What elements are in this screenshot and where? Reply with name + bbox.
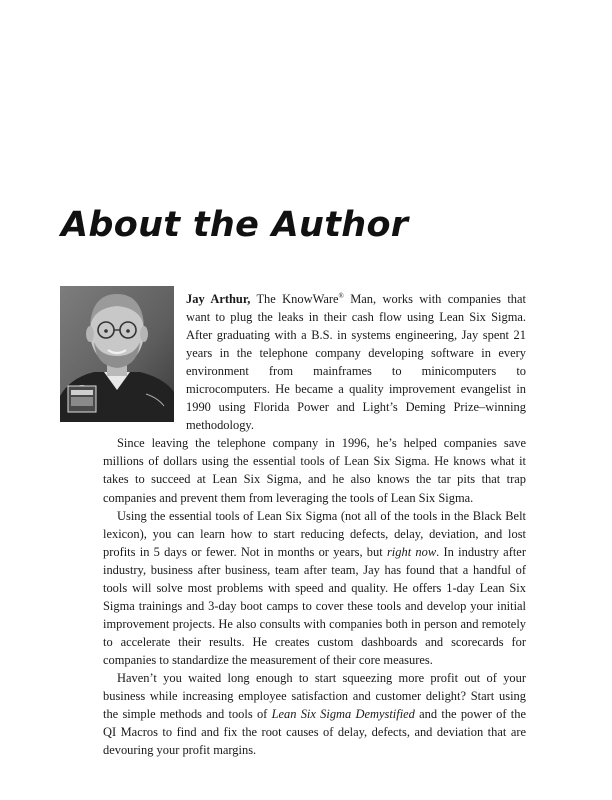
registered-mark: ® [338, 291, 344, 300]
bio-paragraph-2: Since leaving the telephone company in 1996, he’s helped companies save millions of dollars using the essential tools of Lean Six Sigma. He knows what it takes to succeed at Lean Six Sigma, and he also knows the tar pits that trap companies and prevent them from leveraging the tools of Lean Six Sigma. [103, 436, 526, 505]
emphasis-right-now: right now [386, 544, 437, 559]
author-bio [103, 290, 526, 759]
page-title: About the Author [61, 205, 409, 245]
bio-paragraph-4: Haven’t you waited long enough to start squeezing more profit out of your business while increasing employee satisfaction and customer delight? Start using the simple methods and tools of Lean Six Sigma Demystified and the power of the QI Macros to find and fix the root causes of delay, defects, and deviation that are devouring your profit margins. [103, 670, 526, 758]
bio-paragraph-3: Using the essential tools of Lean Six Sigma (not all of the tools in the Black Belt lexicon), you can learn how to start reducing defects, delay, deviation, and lost profits in 5 days or fewer. Not in months or years, but right now. In industry after industry, business after business, team after team, Jay has found that a handful of tools will solve most problems with speed and quality. He offers 1-day Lean Six Sigma trainings and 3-day boot camps to cover these tools and develop your initial improvement projects. He also consults with companies both in person and remotely to accelerate their results. He creates custom dashboards and scorecards for companies to standardize the measurement of their core measures. [103, 508, 526, 667]
author-name: Jay Arthur, [186, 292, 251, 306]
book-title: Lean Six Sigma Demystified [271, 707, 415, 722]
bio-paragraph-1: Jay Arthur, The KnowWare® Man, works with companies that want to plug the leaks in their cash flow using Lean Six Sigma. After graduating with a B.S. in systems engineering, Jay spent 21 years in the telephone company developing software in every environment from mainframes to minicomputers to microcomputers. He became a quality improvement evangelist in 1990 using Florida Power and Light’s Deming Prize–winning methodology. [186, 291, 526, 433]
